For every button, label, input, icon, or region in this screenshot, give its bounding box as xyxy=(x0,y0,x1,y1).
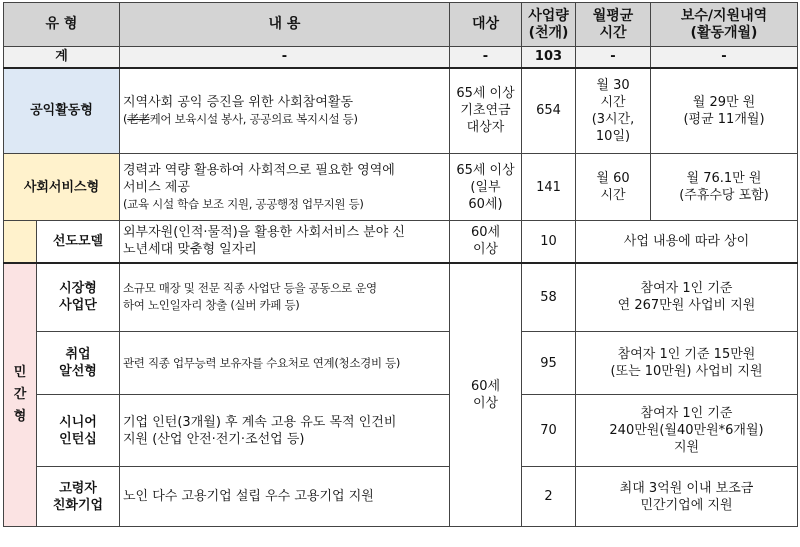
intern-type: 시니어 인턴십 xyxy=(37,395,120,467)
placement-desc: 관련 직종 업무능력 보유자를 수요처로 연계(청소경비 등) xyxy=(120,332,450,395)
total-scale: 103 xyxy=(522,47,576,68)
social-pay: 월 76.1만 원 (주휴수당 포함) xyxy=(651,154,798,221)
placement-type: 취업 알선형 xyxy=(37,332,120,395)
market-row xyxy=(4,263,798,332)
market-type: 시장형 사업단 xyxy=(37,263,120,332)
public-row xyxy=(4,68,798,154)
public-pay: 월 29만 원 (평균 11개월) xyxy=(651,68,798,154)
social-hours: 월 60 시간 xyxy=(576,154,651,221)
market-desc: 소규모 매장 및 전문 직종 사업단 등을 공동으로 운영 하여 노인일자리 창출 (실버 카페 등) xyxy=(120,263,450,332)
pilot-indent xyxy=(4,221,37,263)
total-row xyxy=(4,47,798,68)
friendly-desc: 노인 다수 고용기업 설립 우수 고용기업 지원 xyxy=(120,467,450,527)
intern-row xyxy=(4,395,798,467)
public-type: 공익활동형 xyxy=(4,68,120,154)
placement-scale: 95 xyxy=(522,332,576,395)
pilot-target: 60세 이상 xyxy=(450,221,522,263)
intern-scale: 70 xyxy=(522,395,576,467)
senior-jobs-table xyxy=(3,2,798,527)
total-label: 계 xyxy=(4,47,120,68)
header-row xyxy=(4,3,798,47)
market-pay: 참여자 1인 기준 연 267만원 사업비 지원 xyxy=(576,263,798,332)
social-type: 사회서비스형 xyxy=(4,154,120,221)
header-target: 대상 xyxy=(450,3,522,47)
social-scale: 141 xyxy=(522,154,576,221)
social-row xyxy=(4,154,798,221)
public-hours: 월 30 시간 (3시간, 10일) xyxy=(576,68,651,154)
intern-desc: 기업 인턴(3개월) 후 계속 고용 유도 목적 인건비 지원 (산업 안전·전기·조선업 등) xyxy=(120,395,450,467)
friendly-scale: 2 xyxy=(522,467,576,527)
total-content: - xyxy=(120,47,450,68)
pilot-pay: 사업 내용에 따라 상이 xyxy=(576,221,798,263)
private-target: 60세 이상 xyxy=(450,263,522,527)
friendly-pay: 최대 3억원 이내 보조금 민간기업에 지원 xyxy=(576,467,798,527)
placement-row xyxy=(4,332,798,395)
header-content: 내 용 xyxy=(120,3,450,47)
friendly-row xyxy=(4,467,798,527)
header-type: 유 형 xyxy=(4,3,120,47)
pilot-row xyxy=(4,221,798,263)
pilot-scale: 10 xyxy=(522,221,576,263)
friendly-type: 고령자 친화기업 xyxy=(37,467,120,527)
social-target: 65세 이상 (일부 60세) xyxy=(450,154,522,221)
header-pay: 보수/지원내역 (활동개월) xyxy=(651,3,798,47)
public-desc: 지역사회 공익 증진을 위한 사회참여활동 (老老케어 보육시설 봉사, 공공의료 복지시설 등) xyxy=(120,68,450,154)
total-hours: - xyxy=(576,47,651,68)
intern-pay: 참여자 1인 기준 240만원(월40만원*6개월) 지원 xyxy=(576,395,798,467)
total-pay: - xyxy=(651,47,798,68)
private-group-label: 민 간 형 xyxy=(4,263,37,527)
public-target: 65세 이상 기초연금 대상자 xyxy=(450,68,522,154)
pilot-desc: 외부자원(인적·물적)을 활용한 사회서비스 분야 신 노년세대 맞춤형 일자리 xyxy=(120,221,450,263)
strike-text: 老老 xyxy=(127,111,150,126)
placement-pay: 참여자 1인 기준 15만원 (또는 10만원) 사업비 지원 xyxy=(576,332,798,395)
social-desc: 경력과 역량 활용하여 사회적으로 필요한 영역에 서비스 제공 (교육 시설 학습 보조 지원, 공공행정 업무지원 등) xyxy=(120,154,450,221)
market-scale: 58 xyxy=(522,263,576,332)
header-scale: 사업량 (천개) xyxy=(522,3,576,47)
header-hours: 월평균 시간 xyxy=(576,3,651,47)
public-scale: 654 xyxy=(522,68,576,154)
pilot-type: 선도모델 xyxy=(37,221,120,263)
total-target: - xyxy=(450,47,522,68)
